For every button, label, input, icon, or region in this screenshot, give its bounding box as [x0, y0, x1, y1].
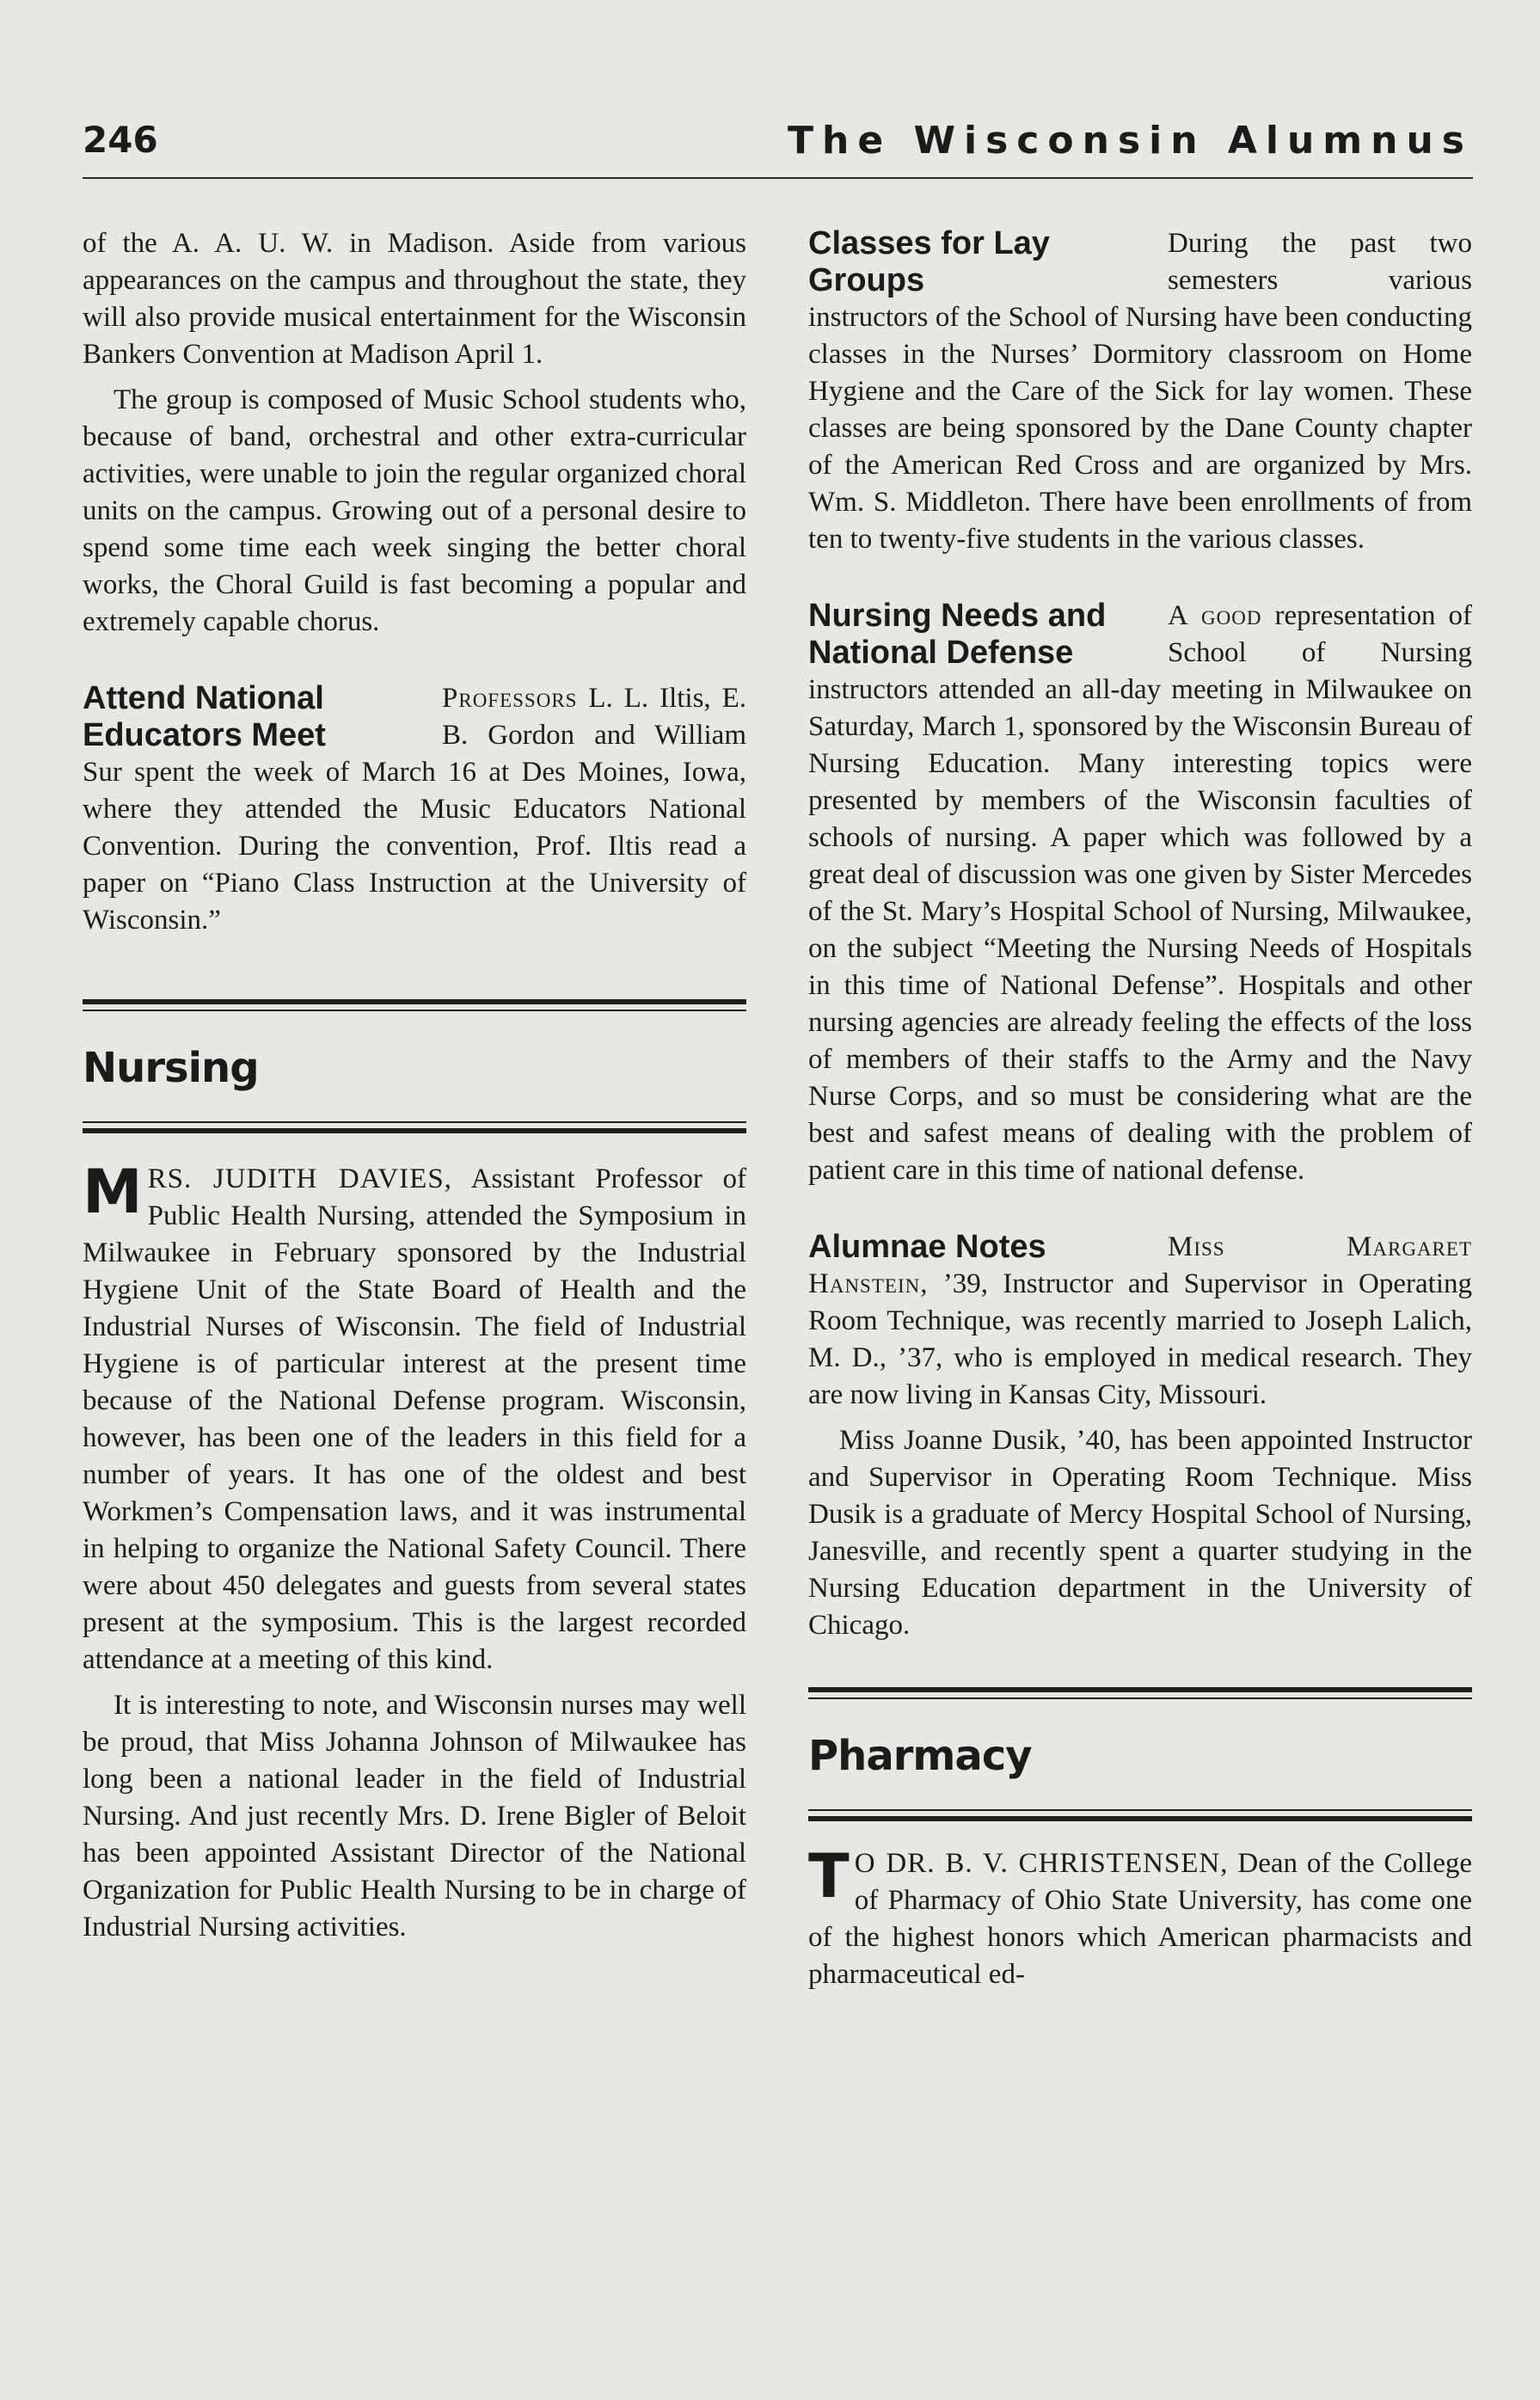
left-column — [83, 225, 746, 1955]
nursing-lead: RS. JUDITH DAVIES, — [147, 1163, 452, 1194]
classes-heading: Classes for Lay Groups — [808, 225, 1050, 298]
classes-article — [808, 225, 1472, 558]
pharmacy-rule-bottom — [808, 1809, 1472, 1821]
pharmacy-dropcap: T — [808, 1841, 850, 1912]
choral-guild-paragraph-1: of the A. A. U. W. in Madison. Aside from various appearances on the campus and throughout the state, they will also provide musical entertainment for the Wisconsin Bankers Convention at Madison April 1. — [83, 228, 746, 370]
defense-text: representation of School of Nursing instructors attended an all-day meeting in Milwaukee on Saturday, March 1, sponsored by the Wisconsin Bureau of Nursing Education. Many interesting topics were presented by members of the Wisconsin faculties of schools of nursing. A paper which was followed by a great deal of discussion was one given by Sister Mercedes of the St. Mary’s Hospital School of Nursing, Milwaukee, on the subject “Meeting the Nursing Needs of Hospitals in this time of National Defense”. Hospitals and other nursing agencies are already feeling the effects of the loss of members of their staffs to the Army and the Navy Nurse Corps, and so must be considering what are the best and safest means of dealing with the problem of patient care in this time of national defense. — [808, 600, 1472, 1186]
educators-heading: Attend National Educators Meet — [83, 680, 326, 753]
alumnae-text: ’39, Instructor and Supervisor in Operating Room Technique, was recently married to Joseph Lalich, M. D., ’37, who is employed in medical research. They are now living in Kansas City, Missouri. — [808, 1268, 1472, 1410]
page-header — [83, 119, 1473, 174]
alumnae-heading: Alumnae Notes — [808, 1229, 1046, 1265]
nursing-paragraph-2: It is interesting to note, and Wisconsin nurses may well be proud, that Miss Johanna Johnson of Milwaukee has long been a national leader in the field of Industrial Nursing. And just recently Mrs. D. Irene Bigler of Beloit has been appointed Assistant Director of the National Organization for Public Health Nursing to be in charge of Industrial Nursing activities. — [83, 1690, 746, 1943]
classes-lead: During — [1168, 228, 1249, 259]
header-rule — [83, 177, 1473, 179]
pharmacy-text: Dean of the College of Pharmacy of Ohio State University, has come one of the highest honors which American pharmacists and pharmaceutical ed- — [808, 1848, 1472, 1990]
pharmacy-section-title: Pharmacy — [808, 1732, 1032, 1780]
defense-body — [808, 598, 1472, 1189]
pharmacy-rule-top — [808, 1687, 1472, 1699]
alumnae-paragraph-2: Miss Joanne Dusik, ’40, has been appointed Instructor and Supervisor in Operating Room Technique. Miss Dusik is a graduate of Mercy Hospital School of Nursing, Janesville, and recently spent a quarter studying in the Nursing Education department in the University of Chicago. — [808, 1425, 1472, 1641]
right-column — [808, 225, 1472, 2002]
defense-article — [808, 598, 1472, 1189]
defense-lead: A good — [1168, 600, 1262, 631]
nursing-dropcap: M — [83, 1157, 143, 1227]
educators-text: L. L. Iltis, E. B. Gordon and William Sur spent the week of March 16 at Des Moines, Iowa, where they attended the Music Educators National Convention. During the convention, Prof. Iltis read a paper on “Piano Class Instruction at the University of Wisconsin.” — [83, 683, 746, 936]
nursing-section-title: Nursing — [83, 1044, 259, 1092]
nursing-rule-top — [83, 999, 746, 1011]
pharmacy-paragraph-1 — [808, 1841, 1472, 1993]
choral-guild-paragraph-2: The group is composed of Music School students who, because of band, orchestral and other extra-curricular activities, were unable to join the regular organized choral units on the campus. Growing out of a personal desire to spend some time each week singing the better choral works, the Choral Guild is fast becoming a popular and extremely capable chorus. — [83, 384, 746, 637]
page-number: 246 — [83, 119, 158, 161]
magazine-title: The Wisconsin Alumnus — [788, 119, 1473, 163]
nursing-rule-bottom — [83, 1121, 746, 1133]
educators-lead: Professors — [442, 683, 578, 714]
nursing-text: Assistant Professor of Public Health Nursing, attended the Symposium in Milwaukee in February sponsored by the Industrial Hygiene Unit of the State Board of Health and the Industrial Nurses of Wisconsin. The field of Industrial Hygiene is of particular interest at the present time because of the National Defense program. Wisconsin, however, has been one of the leaders in this field for a number of years. It has one of the oldest and best Workmen’s Compensation laws, and it was instrumental in helping to organize the National Safety Council. There were about 450 delegates and guests from several states present at the symposium. This is the largest recorded attendance at a meeting of this kind. — [83, 1163, 746, 1675]
alumnae-lead: Miss Margaret Hanstein, — [808, 1231, 1472, 1299]
defense-heading: Nursing Needs and National Defense — [808, 598, 1107, 671]
classes-text: the past two semesters various instructors of the School of Nursing have been conducting classes in the Nurses’ Dormitory classroom on Home Hygiene and the Care of the Sick for lay women. These classes are being sponsored by the Dane County chapter of the American Red Cross and are organized by Mrs. Wm. S. Middleton. There have been enrollments of from ten to twenty-five students in the various classes. — [808, 228, 1472, 555]
pharmacy-lead: O DR. B. V. CHRISTENSEN, — [854, 1848, 1229, 1879]
alumnae-article — [808, 1229, 1472, 1644]
educators-article — [83, 680, 746, 939]
nursing-paragraph-1 — [83, 1157, 746, 1679]
